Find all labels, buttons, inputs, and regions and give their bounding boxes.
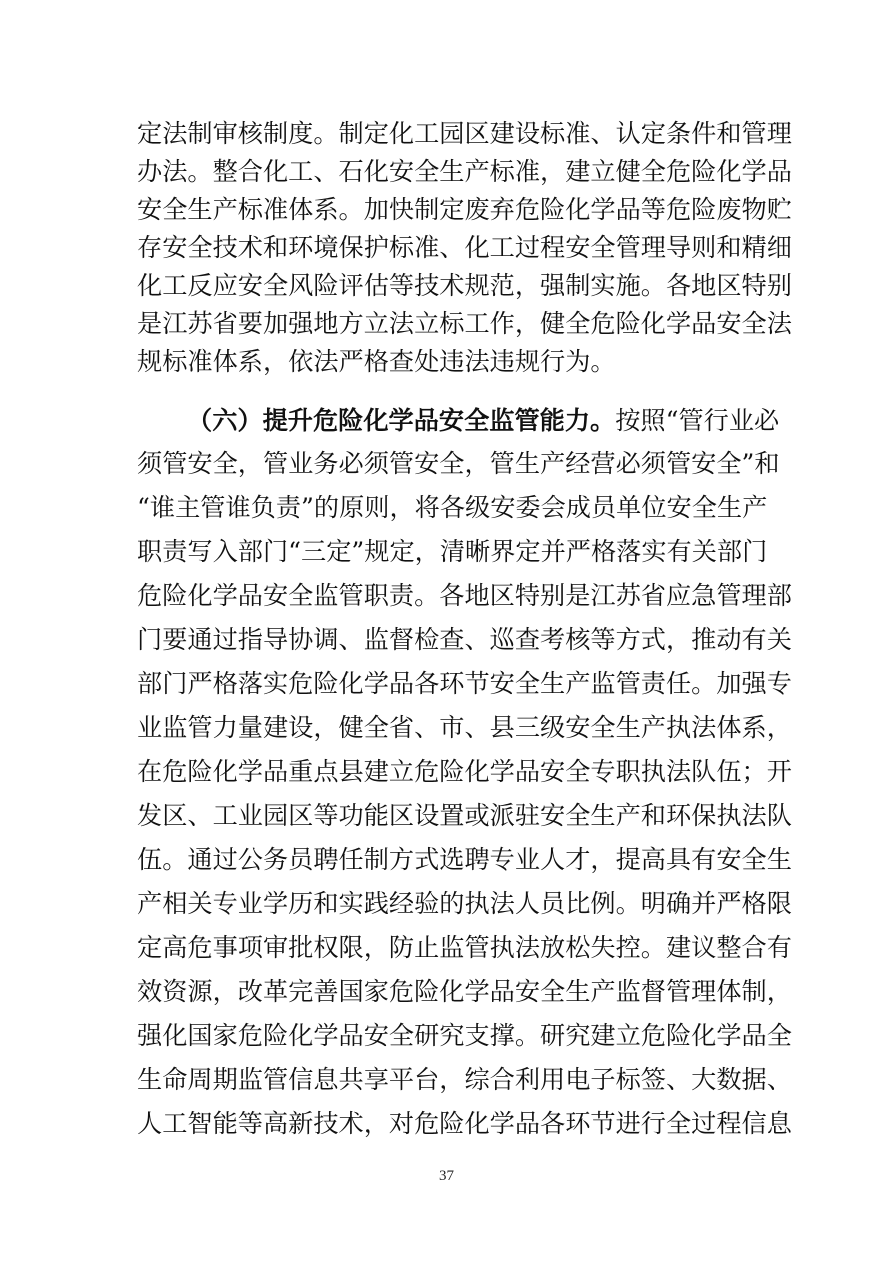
text-line: 办法。整合化工、石化安全生产标准，建立健全危险化学品	[137, 157, 792, 186]
text-line: 在危险化学品重点县建立危险化学品安全专职执法队伍；开	[137, 757, 792, 786]
text-line: 存安全技术和环境保护标准、化工过程安全管理导则和精细	[137, 233, 792, 262]
text-line: 人工智能等高新技术，对危险化学品各环节进行全过程信息	[137, 1109, 792, 1138]
text-line: 门要通过指导协调、监督检查、巡查考核等方式，推动有关	[137, 625, 792, 654]
text-line: 生命周期监管信息共享平台，综合利用电子标签、大数据、	[137, 1065, 792, 1094]
text-line: 危险化学品安全监管职责。各地区特别是江苏省应急管理部	[137, 581, 792, 610]
text-line: 定高危事项审批权限，防止监管执法放松失控。建议整合有	[137, 933, 792, 962]
text-line: 伍。通过公务员聘任制方式选聘专业人才，提高具有安全生	[137, 845, 792, 874]
text-line: 规标准体系，依法严格查处违法违规行为。	[137, 347, 616, 376]
text-line: 效资源，改革完善国家危险化学品安全生产监督管理体制，	[137, 977, 792, 1006]
text-line: 是江苏省要加强地方立法立标工作，健全危险化学品安全法	[137, 309, 792, 338]
text-line: 定法制审核制度。制定化工园区建设标准、认定条件和管理	[137, 119, 792, 148]
text-line: 职责写入部门“三定”规定，清晰界定并严格落实有关部门	[137, 537, 768, 566]
text-line: 发区、工业园区等功能区设置或派驻安全生产和环保执法队	[137, 801, 792, 830]
text-line: 部门严格落实危险化学品各环节安全生产监管责任。加强专	[137, 669, 792, 698]
section-heading-line	[187, 402, 780, 438]
section-heading: （六）提升危险化学品安全监管能力。	[187, 405, 616, 435]
heading-line-text: 按照“管行业必	[615, 406, 780, 435]
text-line: 安全生产标准体系。加快制定废弃危险化学品等危险废物贮	[137, 195, 792, 224]
text-line: 产相关专业学历和实践经验的执法人员比例。明确并严格限	[137, 889, 792, 918]
text-line: 强化国家危险化学品安全研究支撑。研究建立危险化学品全	[137, 1021, 792, 1050]
page-number: 37	[439, 1168, 454, 1184]
text-line: “谁主管谁负责”的原则，将各级安委会成员单位安全生产	[137, 493, 768, 522]
text-line: 须管安全，管业务必须管安全，管生产经营必须管安全”和	[137, 449, 780, 478]
text-line: 业监管力量建设，健全省、市、县三级安全生产执法体系，	[137, 713, 792, 742]
text-line: 化工反应安全风险评估等技术规范，强制实施。各地区特别	[137, 271, 792, 300]
